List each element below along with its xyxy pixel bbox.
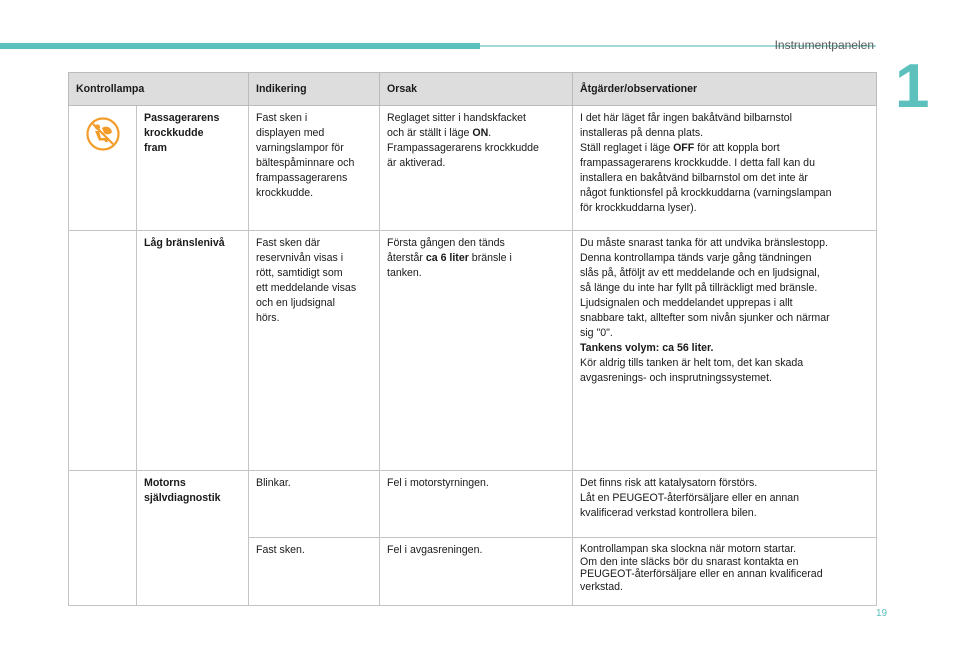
orsak-cell: Första gången den tänds återstår ca 6 liter bränsle i tanken. (380, 231, 573, 471)
atgarder-cell: I det här läget får ingen bakåtvänd bilbarnstol installeras på denna plats. Ställ reglaget i läge OFF för att koppla bort frampassagerarens krockkudde. I detta fall kan du installera en bakåtvänd bilbarnstol om det inte är något funktionsfel på krockkuddarna (varningslampan för krockkuddarna lyser). (573, 106, 877, 231)
atgarder-cell: Det finns risk att katalysatorn förstörs. Låt en PEUGEOT-återförsäljare eller en annan kvalificerad verkstad kontrollera bilen. (573, 471, 877, 538)
lamp-name-cell: Motorns självdiagnostik (137, 471, 249, 606)
table-row (69, 106, 877, 231)
header-kontrollampa: Kontrollampa (69, 73, 249, 106)
page-number: 19 (876, 608, 888, 619)
indikering-cell: Fast sken i displayen med varningslampor för bältespåminnare och frampassagerarens krockkudde. (249, 106, 380, 231)
orsak-cell: Fel i avgasreningen. (380, 538, 573, 606)
header-atgarder: Åtgärder/observationer (573, 73, 877, 106)
icon-cell (69, 471, 137, 606)
atgarder-cell: Du måste snarast tanka för att undvika bränslestopp. Denna kontrollampa tänds varje gång tändningen slås på, åtföljt av ett meddelande och en ljudsignal, så länge du inte har fyllt på tillräckligt med bränsle. Ljudsignalen och meddelandet upprepas i allt snabbare takt, alltefter som nivån sjunker och närmar sig "0". Tankens volym: ca 56 liter. Kör aldrig tills tanken är helt tom, det kan skada avgasrenings- och insprutningssystemet. (573, 231, 877, 471)
icon-cell (69, 106, 137, 231)
indikering-cell: Blinkar. (249, 471, 380, 538)
lamp-name-cell: Passagerarens krockkudde fram (137, 106, 249, 231)
orsak-cell: Fel i motorstyrningen. (380, 471, 573, 538)
passenger-airbag-off-icon (86, 142, 120, 154)
atgarder-cell: Kontrollampan ska slockna när motorn startar. Om den inte släcks bör du snarast kontakta en PEUGEOT-återförsäljare eller en annan kvalificerad verkstad. (573, 538, 877, 606)
indikering-cell: Fast sken där reservnivån visas i rött, samtidigt som ett meddelande visas och en ljudsignal hörs. (249, 231, 380, 471)
table-header-row (69, 73, 877, 106)
section-title: Instrumentpanelen (774, 38, 874, 52)
fuel-pump-icon (86, 269, 120, 281)
indikering-cell: Fast sken. (249, 538, 380, 606)
chapter-number: 1 (895, 52, 930, 121)
warning-lamp-table (68, 72, 877, 606)
orsak-cell: Reglaget sitter i handskfacket och är ställt i läge ON. Frampassagerarens krockkudde är aktiverad. (380, 106, 573, 231)
header-orsak: Orsak (380, 73, 573, 106)
top-accent-bar (0, 43, 480, 49)
lamp-name-cell: Låg bränslenivå (137, 231, 249, 471)
engine-check-icon (85, 501, 121, 513)
header-indikering: Indikering (249, 73, 380, 106)
table-row (69, 471, 877, 538)
icon-cell (69, 231, 137, 471)
table-row (69, 231, 877, 471)
